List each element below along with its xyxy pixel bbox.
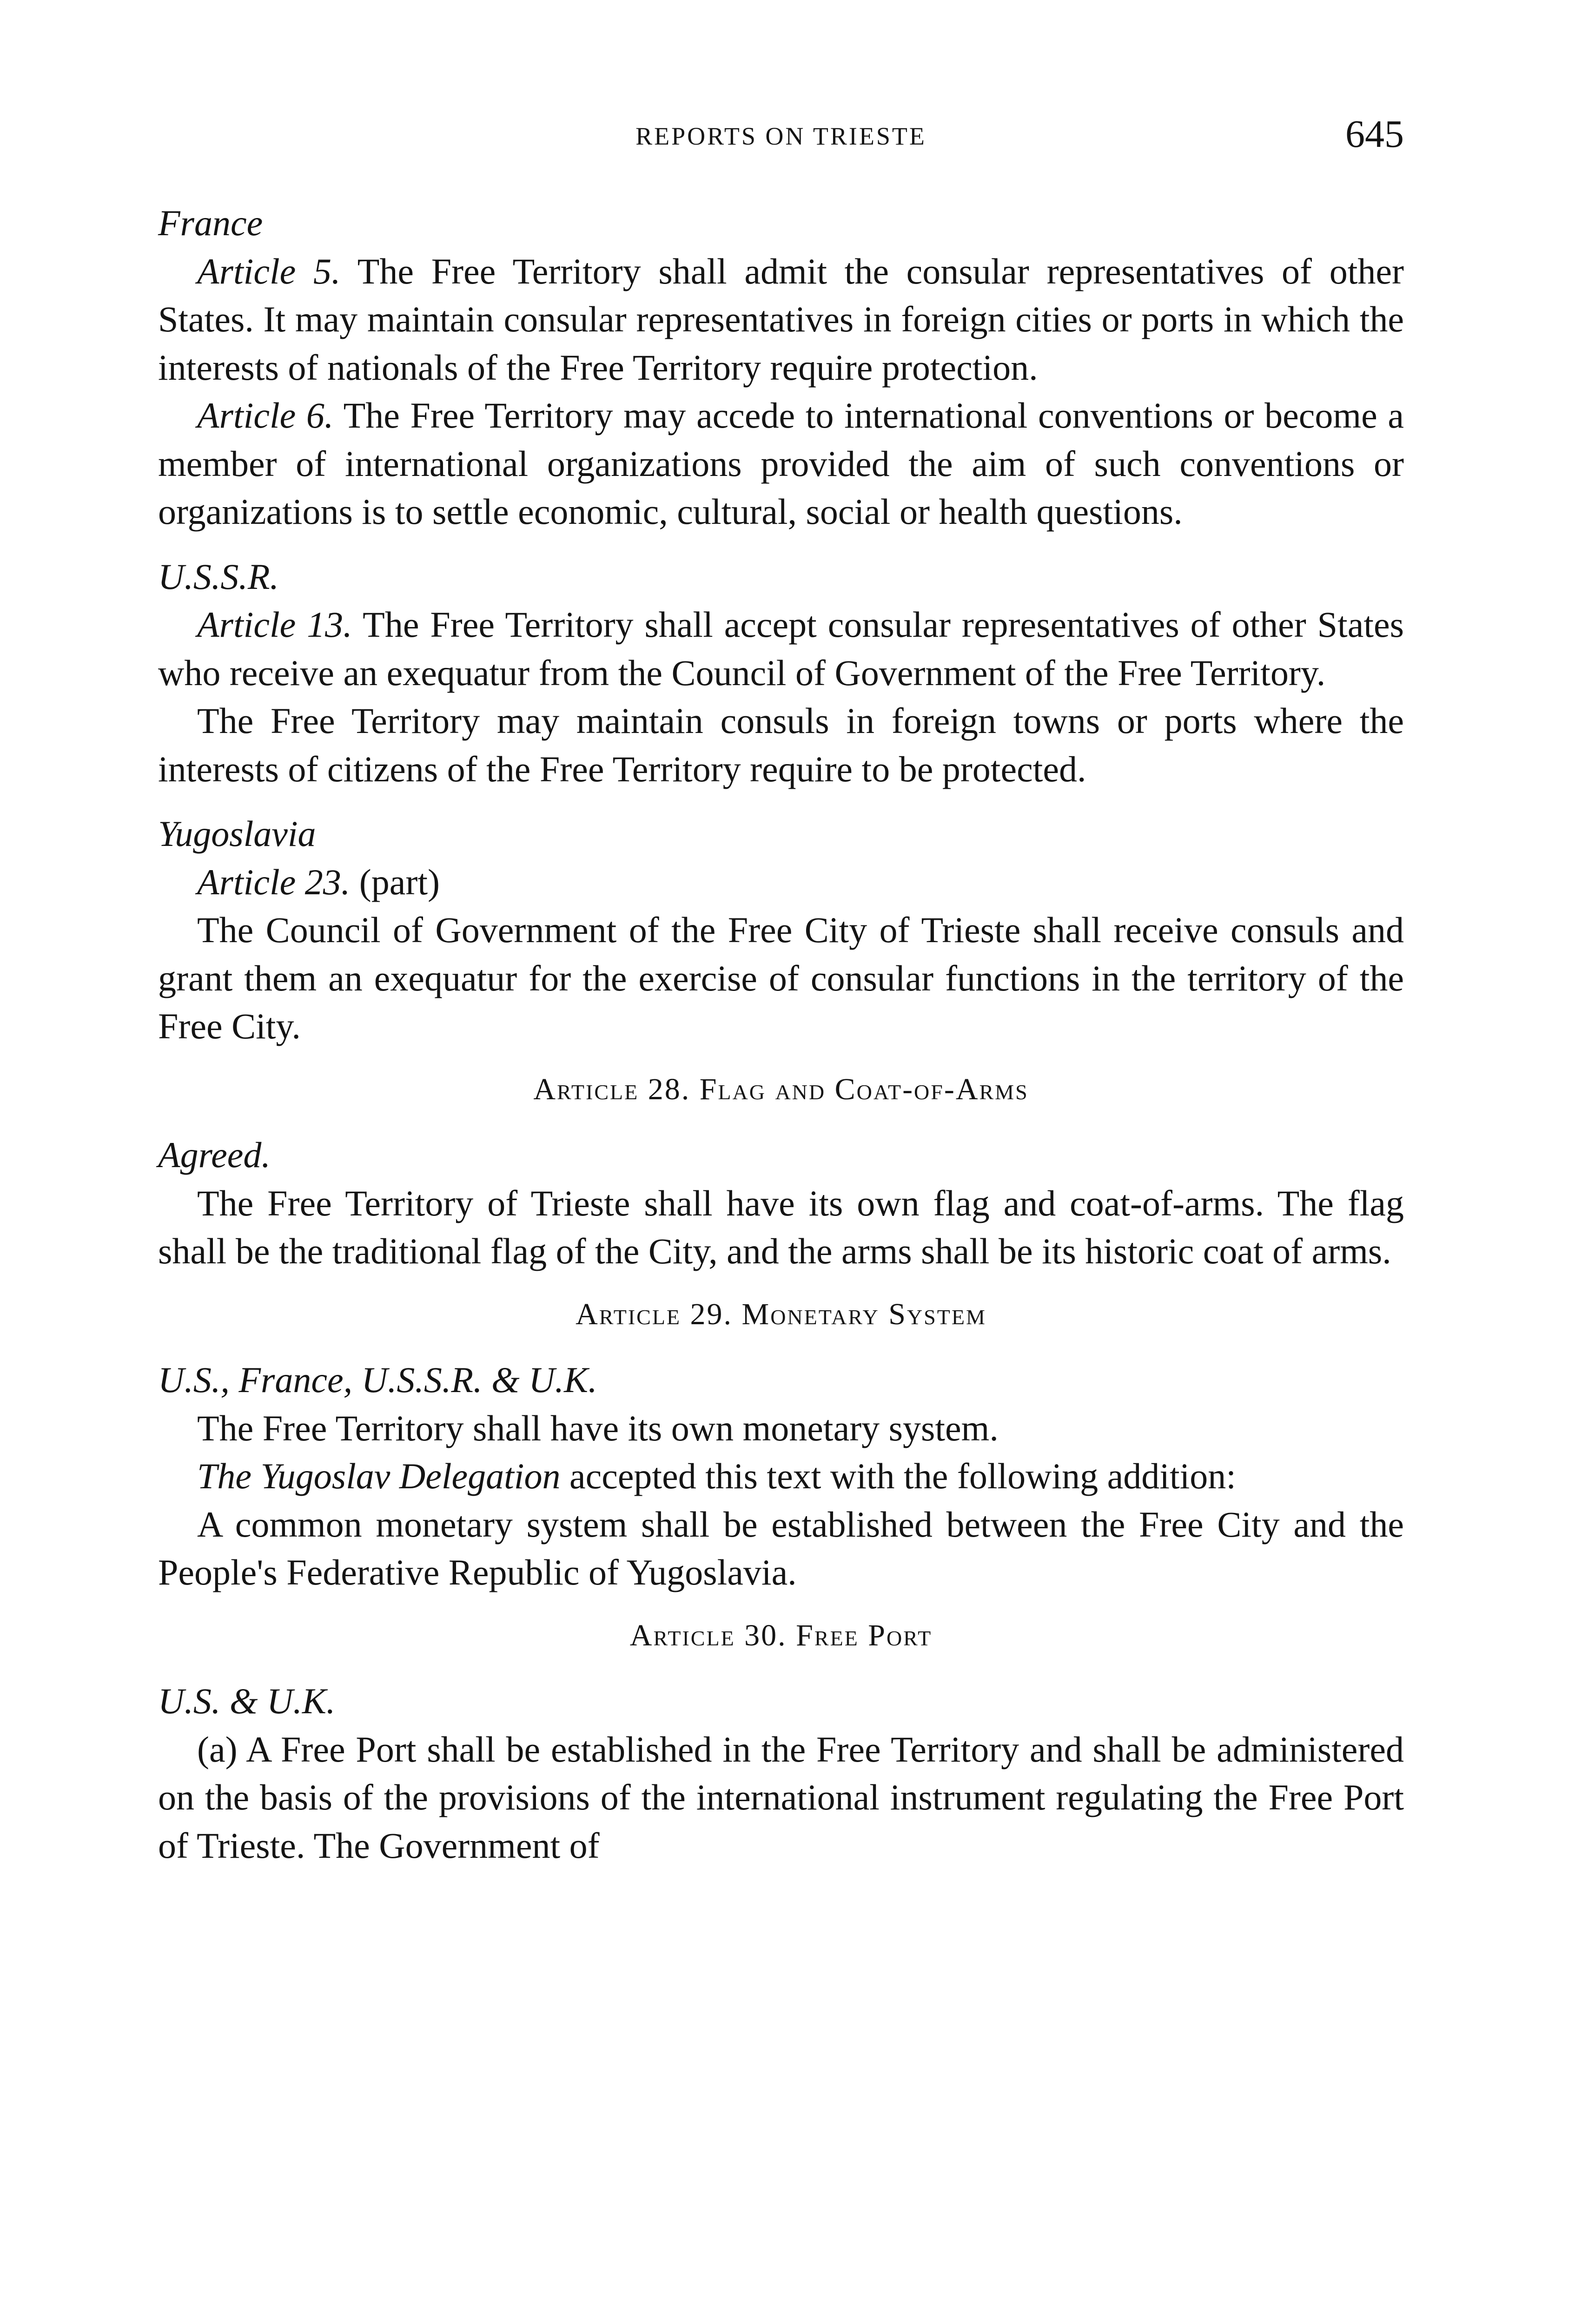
article-text: The Free Territory shall admit the consular representatives of other States. It may maintain consular representatives in foreign cities or ports in which the interests of nationals of the Free Territory require protection. [158,251,1404,388]
section-label-yugoslavia: Yugoslavia [158,813,316,854]
france-article-5 [158,247,1404,392]
article-29-yugoslav-addition [158,1452,1404,1500]
section-label-ussr: U.S.S.R. [158,556,279,597]
ussr-article-13 [158,601,1404,697]
france-article-6 [158,391,1404,536]
delegation-name: The Yugoslav Delegation [197,1456,561,1496]
ussr-paragraph: The Free Territory may maintain consuls in foreign towns or ports where the interests of citizens of the Free Territory require to be protected. [158,700,1404,789]
yugoslavia-article-23 [158,858,1404,906]
article-text: The Free Territory may accede to international conventions or become a member of international organizations provided the aim of such conventions or organizations is to settle economic, cultural, social or health questions. [158,395,1404,532]
article-28-text: The Free Territory of Trieste shall have its own flag and coat-of-arms. The flag shall be the traditional flag of the City, and the arms shall be its historic coat of arms. [158,1182,1404,1271]
yugoslavia-paragraph: The Council of Government of the Free City of Trieste shall receive consuls and grant them an exequatur for the exercise of consular functions in the territory of the Free City. [158,910,1404,1046]
section-label-powers: U.S., France, U.S.S.R. & U.K. [158,1360,597,1400]
article-29-heading: Article 29. Monetary System [576,1297,986,1331]
addition-text: accepted this text with the following addition: [560,1456,1236,1496]
article-lead: Article 6. [197,395,334,436]
article-lead: Article 23. [197,861,351,902]
article-30-heading: Article 30. Free Port [629,1618,933,1652]
article-lead: Article 13. [197,604,352,645]
running-head: REPORTS ON TRIESTE [635,122,926,150]
page-header [158,112,1404,167]
section-label-us-uk: U.S. & U.K. [158,1681,336,1721]
section-label-france: France [158,203,263,243]
article-28-heading: Article 28. Flag and Coat-of-Arms [533,1072,1029,1106]
page-body [158,199,1404,1869]
article-text: The Free Territory shall accept consular representatives of other States who receive an exequatur from the Council of Government of the Free Territory. [158,604,1404,693]
section-label-agreed: Agreed. [158,1135,271,1175]
article-lead: Article 5. [197,251,341,291]
page-number: 645 [1345,112,1404,156]
article-text: (part) [350,861,440,902]
article-29-text: The Free Territory shall have its own monetary system. [197,1407,999,1448]
article-30-paragraph-a: (a) A Free Port shall be established in the Free Territory and shall be administered on the basis of the provisions of the international instrument regulating the Free Port of Trieste. The Government of [158,1729,1404,1866]
article-29-common-system: A common monetary system shall be established between the Free City and the People's Federative Republic of Yugoslavia. [158,1504,1404,1592]
